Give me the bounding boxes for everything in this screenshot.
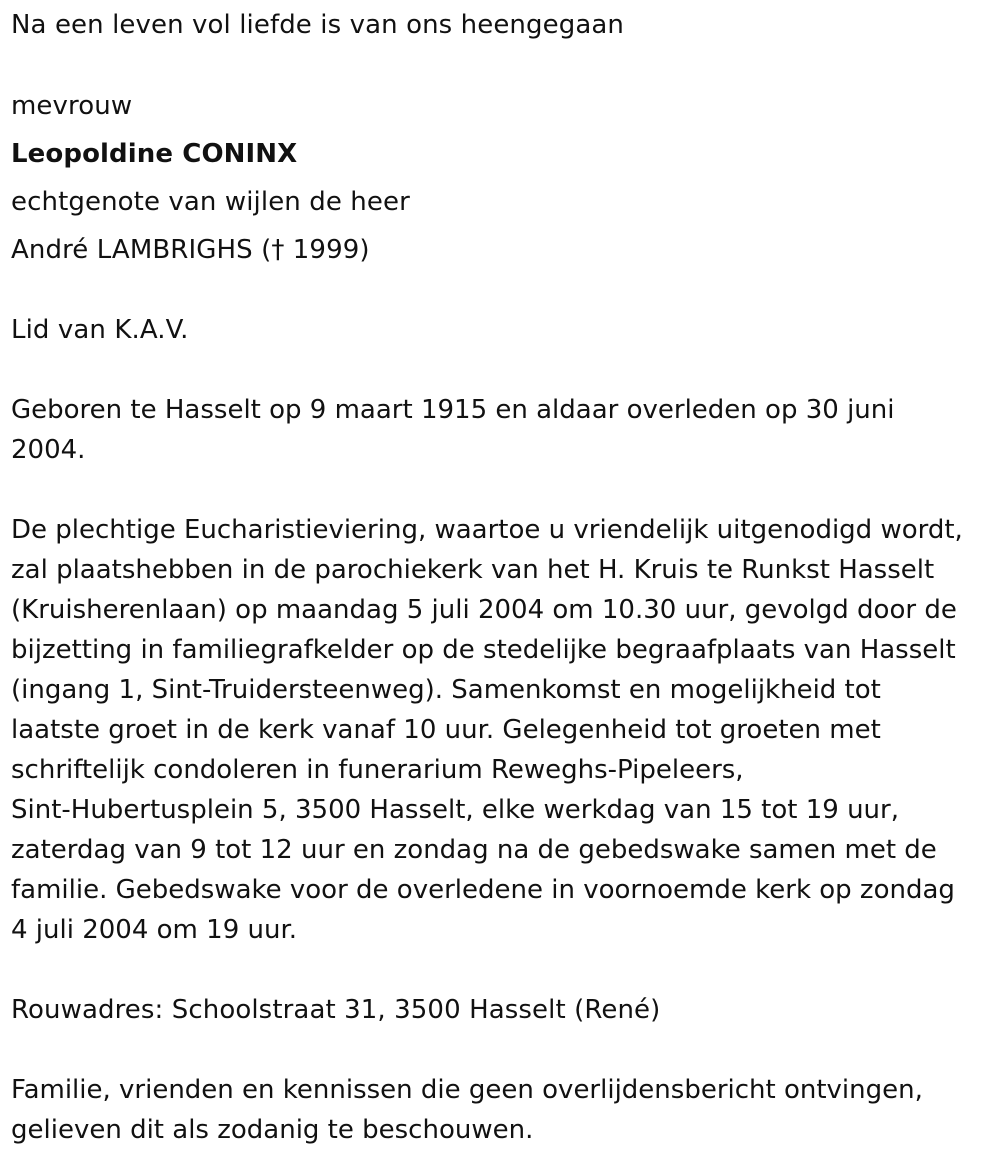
membership-text: Lid van K.A.V.	[11, 315, 189, 345]
paragraph-line: schriftelijk condoleren in funerarium Reweghs-Pipeleers,	[11, 755, 744, 785]
paragraph-line: (ingang 1, Sint-Truidersteenweg). Samenkomst en mogelijkheid tot	[11, 675, 881, 705]
paragraph-line: laatste groet in de kerk vanaf 10 uur. Gelegenheid tot groeten met	[11, 715, 881, 745]
relation-text: echtgenote van wijlen de heer	[11, 187, 410, 217]
paragraph-line: familie. Gebedswake voor de overledene in voornoemde kerk op zondag	[11, 875, 955, 905]
paragraph-line: (Kruisherenlaan) op maandag 5 juli 2004 om 10.30 uur, gevolgd door de	[11, 595, 957, 625]
paragraph-line: gelieven dit als zodanig te beschouwen.	[11, 1115, 534, 1145]
paragraph-line: 2004.	[11, 435, 86, 465]
paragraph-line: zal plaatshebben in de parochiekerk van het H. Kruis te Runkst Hasselt	[11, 555, 935, 585]
paragraph-line: zaterdag van 9 tot 12 uur en zondag na de gebedswake samen met de	[11, 835, 937, 865]
paragraph-line: Sint-Hubertusplein 5, 3500 Hasselt, elke werkdag van 15 tot 19 uur,	[11, 795, 899, 825]
paragraph-line: Geboren te Hasselt op 9 maart 1915 en aldaar overleden op 30 juni	[11, 395, 895, 425]
paragraph-line: De plechtige Eucharistieviering, waartoe u vriendelijk uitgenodigd wordt,	[11, 515, 963, 545]
title-prefix: mevrouw	[11, 91, 133, 121]
deceased-name: Leopoldine CONINX	[11, 139, 298, 169]
ceremony-paragraph	[11, 510, 996, 950]
mourning-address: Rouwadres: Schoolstraat 31, 3500 Hasselt (René)	[11, 995, 661, 1025]
paragraph-line: 4 juli 2004 om 19 uur.	[11, 915, 298, 945]
paragraph-line: bijzetting in familiegrafkelder op de stedelijke begraafplaats van Hasselt	[11, 635, 956, 665]
closing-paragraph	[11, 1070, 996, 1150]
birth-death-paragraph	[11, 390, 996, 470]
intro-text: Na een leven vol liefde is van ons heengegaan	[11, 10, 624, 40]
paragraph-line: Familie, vrienden en kennissen die geen overlijdensbericht ontvingen,	[11, 1075, 923, 1105]
spouse-text: André LAMBRIGHS († 1999)	[11, 235, 370, 265]
